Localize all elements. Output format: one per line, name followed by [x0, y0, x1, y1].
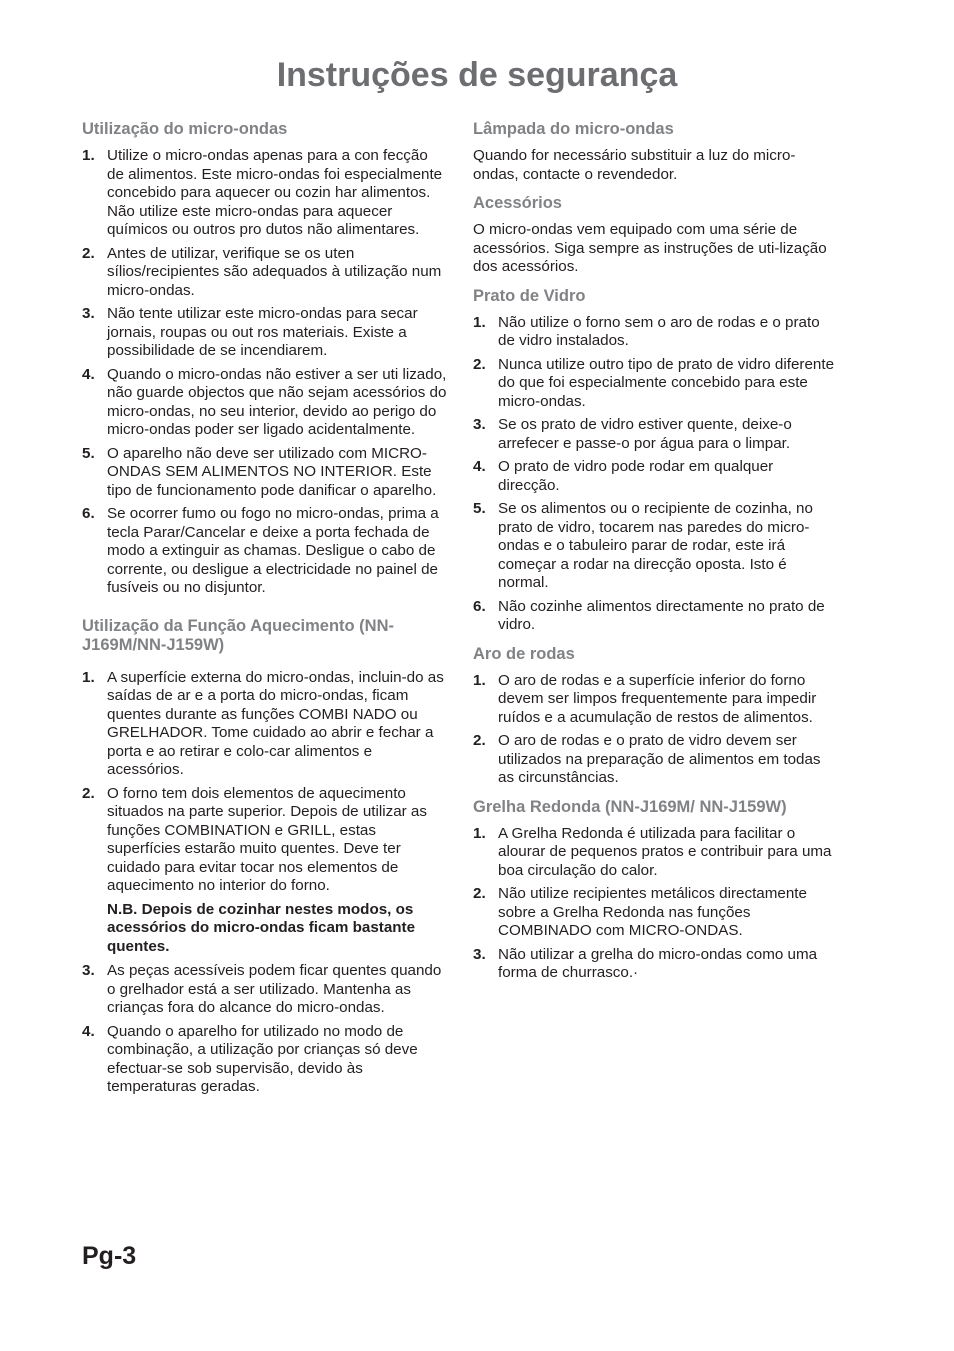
list-item — [82, 366, 448, 440]
list-item — [473, 825, 839, 881]
glass-tray-list — [473, 314, 839, 635]
list-item — [473, 500, 839, 593]
section-heading-microwave-use: Utilização do micro-ondas — [82, 120, 288, 138]
section-heading-round-grill: Grelha Redonda (NN-J169M/ NN-J159W) — [473, 797, 787, 816]
list-item — [473, 416, 839, 453]
item-text: Não tente utilizar este micro-ondas para secar jornais, roupas ou out ros materiais. Existe a possibilidade de se incendiarem. — [107, 305, 418, 359]
item-number: 4. — [82, 1022, 95, 1040]
item-number: 5. — [473, 500, 486, 517]
list-item — [82, 305, 448, 361]
microwave-use-list — [82, 147, 448, 598]
item-number: 2. — [473, 355, 486, 373]
list-item — [82, 1023, 448, 1097]
item-text: Se ocorrer fumo ou fogo no micro-ondas, prima a tecla Parar/Cancelar e deixe a porta fechada de modo a extinguir as chamas. Desligue o cabo de corrente, ou desligue a electricidade no painel de fusíveis ou no disjuntor. — [107, 505, 439, 596]
item-text: O forno tem dois elementos de aquecimento situados na parte superior. Depois de utilizar as funções COMBINATION e GRILL, estas superfícies estarão muito quentes. Deve ter cuidado para evitar tocar nos elementos de aquecimento no interior do forno. — [107, 784, 427, 894]
list-item — [82, 505, 448, 598]
item-text: O aro de rodas e a superfície inferior do forno devem ser limpos frequentemente para impedir ruídos e a acumulação de restos de alimentos. — [498, 671, 817, 726]
list-item — [82, 445, 448, 501]
lamp-text: Quando for necessário substituir a luz do micro-ondas, contacte o revendedor. — [473, 147, 796, 183]
item-text: Utilize o micro-ondas apenas para a con fecção de alimentos. Este micro-ondas foi especialmente concebido para aquecer ou cozin har alimentos. Não utilize este micro-ondas para aquecer químicos ou outros pro dutos não alimentares. — [107, 147, 443, 238]
roller-ring-list — [473, 672, 839, 788]
item-number: 1. — [473, 313, 486, 331]
item-number: 6. — [473, 597, 486, 615]
heating-function-list — [82, 669, 448, 896]
list-item — [82, 785, 448, 896]
round-grill-list — [473, 825, 839, 983]
item-text: A superfície externa do micro-ondas, incluin-do as saídas de ar e a porta do micro-ondas, ficam quentes durante as funções COMBI NADO ou GRELHADOR. Tome cuidado ao abrir e fechar a porta e ao retirar e colo-car alimentos e acessórios. — [107, 668, 444, 778]
list-item — [82, 245, 448, 301]
item-number: 6. — [82, 505, 95, 522]
item-text: A Grelha Redonda é utilizada para facilitar o alourar de pequenos pratos e contribuir para uma boa circulação do calor. — [498, 824, 832, 879]
list-item — [82, 147, 448, 240]
heating-function-list-continued — [82, 962, 448, 1097]
item-text: Se os prato de vidro estiver quente, deixe-o arrefecer e passe-o por água para o limpar. — [498, 416, 792, 452]
item-number: 1. — [82, 668, 95, 686]
list-item — [473, 458, 839, 495]
section-heading-heating-function: Utilização da Função Aquecimento (NN-J169M/NN-J159W) — [82, 616, 395, 654]
page-title: Instruções de segurança — [276, 56, 678, 94]
item-text: Antes de utilizar, verifique se os uten sílios/recipientes são adequados à utilização num micro-ondas. — [107, 244, 442, 299]
list-item — [82, 669, 448, 780]
left-column — [82, 120, 448, 1102]
item-number: 5. — [82, 444, 95, 462]
item-number: 1. — [473, 671, 486, 689]
item-number: 3. — [473, 945, 486, 963]
item-text: Não utilizar a grelha do micro-ondas como uma forma de churrasco.· — [498, 945, 818, 981]
item-number: 3. — [82, 962, 95, 979]
section-heading-roller-ring: Aro de rodas — [473, 644, 575, 663]
list-item — [473, 672, 839, 728]
item-number: 2. — [473, 885, 486, 902]
item-text: Se os alimentos ou o recipiente de cozinha, no prato de vidro, tocarem nas paredes do micro-ondas e o tabuleiro parar de rodar, este irá começar a rodar na direcção oposta. Isto é normal. — [498, 500, 813, 591]
item-text: Não utilize o forno sem o aro de rodas e o prato de vidro instalados. — [498, 313, 820, 349]
item-number: 1. — [473, 824, 486, 842]
section-heading-accessories: Acessórios — [473, 194, 562, 212]
item-number: 1. — [82, 147, 95, 164]
list-item — [473, 732, 839, 788]
note-text: N.B. Depois de cozinhar nestes modos, os acessórios do micro-ondas ficam bastante quentes. — [107, 900, 416, 955]
item-text: Nunca utilize outro tipo de prato de vidro diferente do que foi especialmente concebido para este micro-ondas. — [498, 355, 835, 410]
item-text: Não cozinhe alimentos directamente no prato de vidro. — [498, 597, 825, 633]
item-number: 4. — [473, 458, 486, 475]
item-text: O prato de vidro pode rodar em qualquer direcção. — [498, 458, 774, 494]
item-text: As peças acessíveis podem ficar quentes quando o grelhador está a ser utilizado. Mantenha as crianças fora do alcance do micro-ondas. — [107, 962, 442, 1016]
list-item — [473, 598, 839, 635]
section-heading-lamp: Lâmpada do micro-ondas — [473, 120, 674, 138]
list-item — [473, 314, 839, 351]
list-item — [473, 946, 839, 983]
section-heading-glass-tray: Prato de Vidro — [473, 286, 586, 305]
item-number: 2. — [82, 784, 95, 802]
accessories-text: O micro-ondas vem equipado com uma série de acessórios. Siga sempre as instruções de uti-lização dos acessórios. — [473, 221, 827, 275]
list-item — [473, 885, 839, 941]
item-text: O aro de rodas e o prato de vidro devem ser utilizados na preparação de alimentos em todas as circunstâncias. — [498, 732, 821, 786]
item-text: Não utilize recipientes metálicos directamente sobre a Grelha Redonda nas funções COMBINADO com MICRO-ONDAS. — [498, 885, 807, 939]
item-text: Quando o micro-ondas não estiver a ser uti lizado, não guarde objectos que não sejam acessórios do micro-ondas, no seu interior, devido ao perigo do micro-ondas poder ser ligado acidentalmente. — [107, 365, 447, 438]
item-number: 3. — [473, 416, 486, 433]
item-number: 4. — [82, 365, 95, 383]
item-number: 3. — [82, 305, 95, 322]
right-column — [473, 120, 839, 988]
list-item — [82, 962, 448, 1018]
list-item — [473, 356, 839, 412]
item-text: O aparelho não deve ser utilizado com MICRO-ONDAS SEM ALIMENTOS NO INTERIOR. Este tipo de funcionamento pode danificar o aparelho. — [107, 444, 437, 499]
item-text: Quando o aparelho for utilizado no modo de combinação, a utilização por crianças só deve efectuar-se sob supervisão, devido às temperaturas geradas. — [107, 1022, 418, 1095]
item-number: 2. — [473, 732, 486, 749]
item-number: 2. — [82, 244, 95, 262]
page-number: Pg-3 — [82, 1242, 137, 1270]
